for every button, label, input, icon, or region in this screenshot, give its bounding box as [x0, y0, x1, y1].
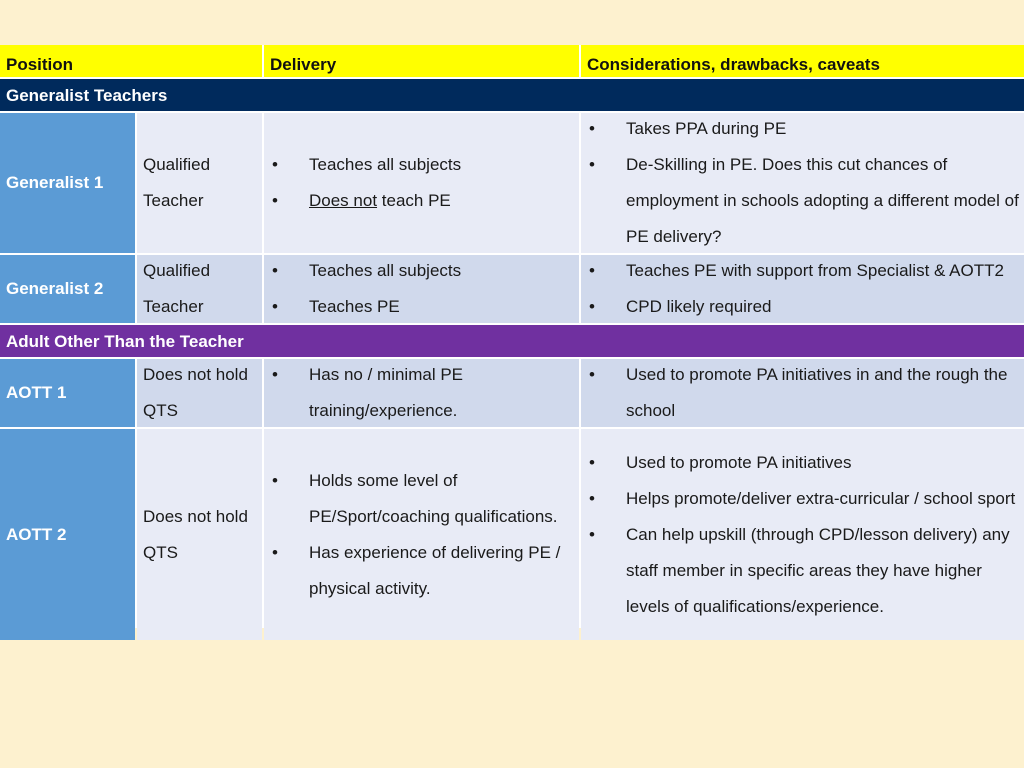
list-item: • Has experience of delivering PE / physical activity.	[264, 535, 579, 607]
list-item-text: teach PE	[377, 191, 451, 210]
row-generalist-2-considerations	[581, 255, 1024, 323]
row-generalist-2-delivery	[264, 255, 579, 323]
section-adult-other-than-teacher: Adult Other Than the Teacher	[0, 325, 1024, 357]
list-item: • Has no / minimal PE training/experience.	[264, 359, 579, 427]
header-considerations: Considerations, drawbacks, caveats	[581, 45, 1024, 77]
row-aott-2-considerations	[581, 429, 1024, 640]
list-item: • De-Skilling in PE. Does this cut chances of employment in schools adopting a different model of PE delivery?	[581, 147, 1024, 253]
list-item: • Used to promote PA initiatives	[581, 445, 1024, 481]
row-aott-1-qualification: Does not hold QTS	[137, 359, 262, 427]
list-item: • Can help upskill (through CPD/lesson delivery) any staff member in specific areas they have higher levels of qualifications/experience.	[581, 517, 1024, 625]
list-item	[264, 183, 579, 219]
list-item: • Used to promote PA initiatives in and the rough the school	[581, 359, 1024, 427]
list-item: • Teaches PE with support from Specialist & AOTT2	[581, 255, 1024, 289]
row-generalist-2-label: Generalist 2	[0, 255, 135, 323]
row-aott-1-label: AOTT 1	[0, 359, 135, 427]
row-aott-2-delivery	[264, 429, 579, 640]
emphasis-does-not: Does not	[309, 191, 378, 210]
row-generalist-1-considerations	[581, 113, 1024, 253]
row-generalist-1-delivery	[264, 113, 579, 253]
row-aott-2-qualification: Does not hold QTS	[137, 429, 262, 640]
row-generalist-1-qualification: Qualified Teacher	[137, 113, 262, 253]
header-delivery: Delivery	[264, 45, 579, 77]
row-aott-2-label: AOTT 2	[0, 429, 135, 640]
list-item: • CPD likely required	[581, 289, 1024, 323]
row-aott-1-considerations	[581, 359, 1024, 427]
header-position: Position	[0, 45, 262, 77]
list-item: • Teaches all subjects	[264, 255, 579, 289]
row-aott-1-delivery	[264, 359, 579, 427]
list-item: • Takes PPA during PE	[581, 113, 1024, 147]
row-generalist-1-label: Generalist 1	[0, 113, 135, 253]
list-item: • Helps promote/deliver extra-curricular / school sport	[581, 481, 1024, 517]
positions-table	[0, 45, 1024, 628]
row-generalist-2-qualification: Qualified Teacher	[137, 255, 262, 323]
section-generalist-teachers: Generalist Teachers	[0, 79, 1024, 111]
list-item: • Teaches PE	[264, 289, 579, 323]
list-item: • Holds some level of PE/Sport/coaching qualifications.	[264, 463, 579, 535]
list-item: • Teaches all subjects	[264, 147, 579, 183]
